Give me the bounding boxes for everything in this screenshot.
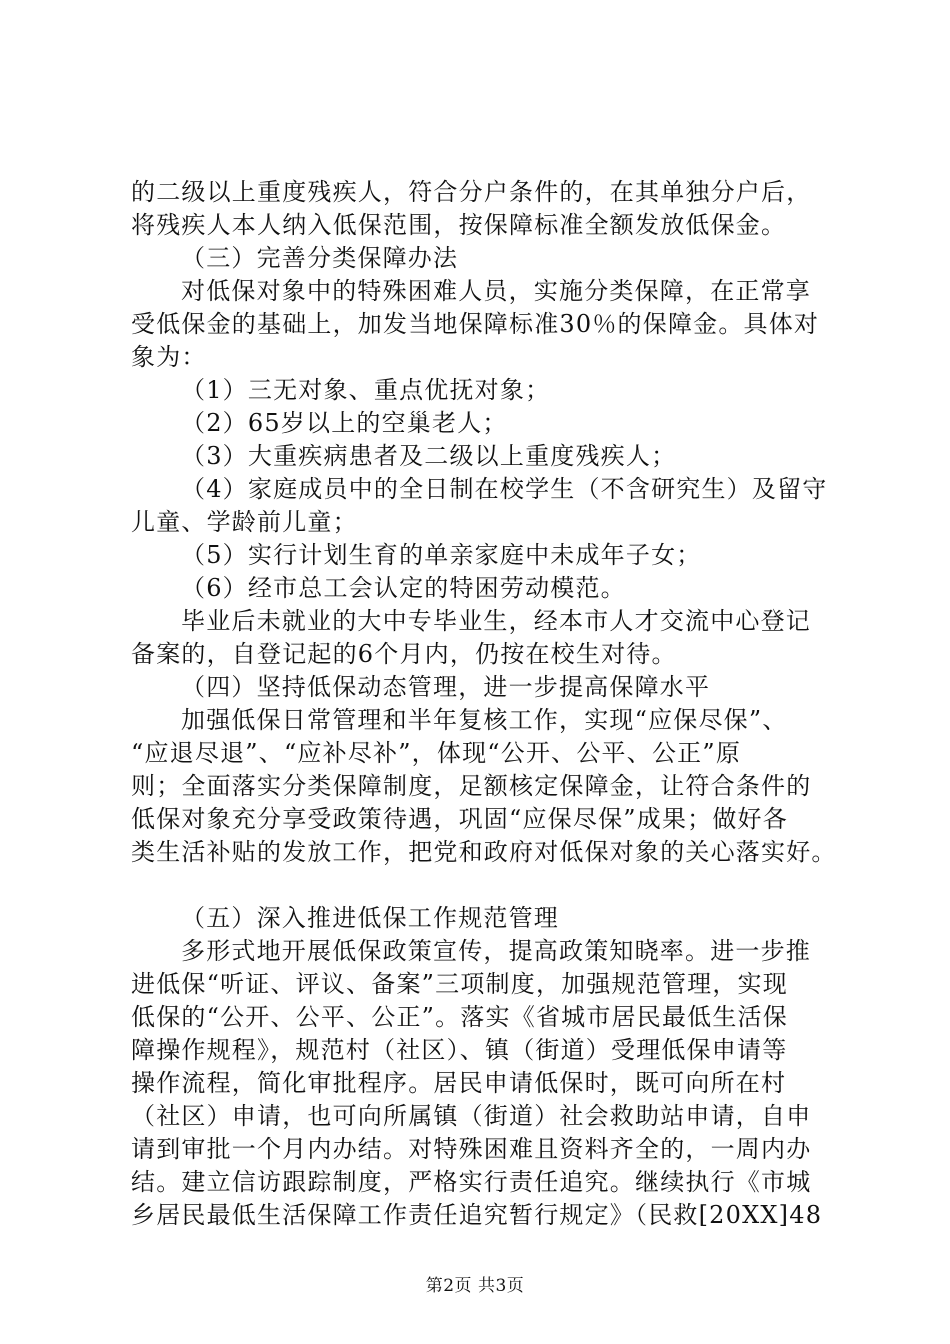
text-line: 进低保“听证、评议、备案”三项制度，加强规范管理，实现: [131, 970, 788, 998]
section-heading: （五）深入推进低保工作规范管理: [181, 904, 559, 932]
text-line: 儿童、学龄前儿童；: [131, 508, 358, 536]
text-line: 多形式地开展低保政策宣传，提高政策知晓率。进一步推: [181, 937, 811, 965]
text-line: 障操作规程》，规范村（社区）、镇（街道）受理低保申请等: [131, 1036, 788, 1064]
text-line: 低保对象充分享受政策待遇，巩固“应保尽保”成果；做好各: [131, 805, 788, 833]
section-heading: （四）坚持低保动态管理，进一步提高保障水平: [181, 673, 711, 701]
text-line: 操作流程，简化审批程序。居民申请低保时，既可向所在村: [131, 1069, 787, 1097]
list-item: （1）三无对象、重点优抚对象；: [181, 376, 551, 404]
text-line: 受低保金的基础上，加发当地保障标准30％的保障金。具体对: [131, 310, 820, 338]
text-line: “应退尽退”、“应补尽补”，体现“公开、公平、公正”原: [131, 739, 742, 767]
section-heading: （三）完善分类保障办法: [181, 244, 459, 272]
text-line: 的二级以上重度残疾人，符合分户条件的，在其单独分户后，: [131, 178, 812, 206]
list-item: （3）大重疾病患者及二级以上重度残疾人；: [181, 442, 677, 470]
page-number-footer: 第2页 共3页: [425, 1276, 525, 1296]
text-line: 请到审批一个月内办结。对特殊困难且资料齐全的，一周内办: [131, 1135, 812, 1163]
text-line: 低保的“公开、公平、公正”。落实《省城市居民最低生活保: [131, 1003, 788, 1031]
list-item: （5）实行计划生育的单亲家庭中未成年子女；: [181, 541, 702, 569]
text-line: 类生活补贴的发放工作，把党和政府对低保对象的关心落实好。: [131, 838, 837, 866]
text-line: 加强低保日常管理和半年复核工作，实现“应保尽保”、: [181, 706, 788, 734]
text-line: 毕业后未就业的大中专毕业生，经本市人才交流中心登记: [181, 607, 811, 635]
list-item: （6）经市总工会认定的特困劳动模范。: [181, 574, 626, 602]
text-line: 则；全面落实分类保障制度，足额核定保障金，让符合条件的: [131, 772, 812, 800]
text-line: 将残疾人本人纳入低保范围，按保障标准全额发放低保金。: [131, 211, 787, 239]
list-item: （2）65岁以上的空巢老人；: [181, 409, 508, 437]
text-line: 备案的，自登记起的6个月内，仍按在校生对待。: [131, 640, 677, 668]
text-line: 对低保对象中的特殊困难人员，实施分类保障，在正常享: [181, 277, 811, 305]
text-line: 结。建立信访跟踪制度，严格实行责任追究。继续执行《市城: [131, 1168, 812, 1196]
list-item: （4）家庭成员中的全日制在校学生（不含研究生）及留守: [181, 475, 828, 503]
text-line: 象为：: [131, 343, 207, 371]
text-line: （社区）申请，也可向所属镇（街道）社会救助站申请，自申: [131, 1102, 812, 1130]
text-line: 乡居民最低生活保障工作责任追究暂行规定》（民救[20XX]48: [131, 1201, 823, 1229]
